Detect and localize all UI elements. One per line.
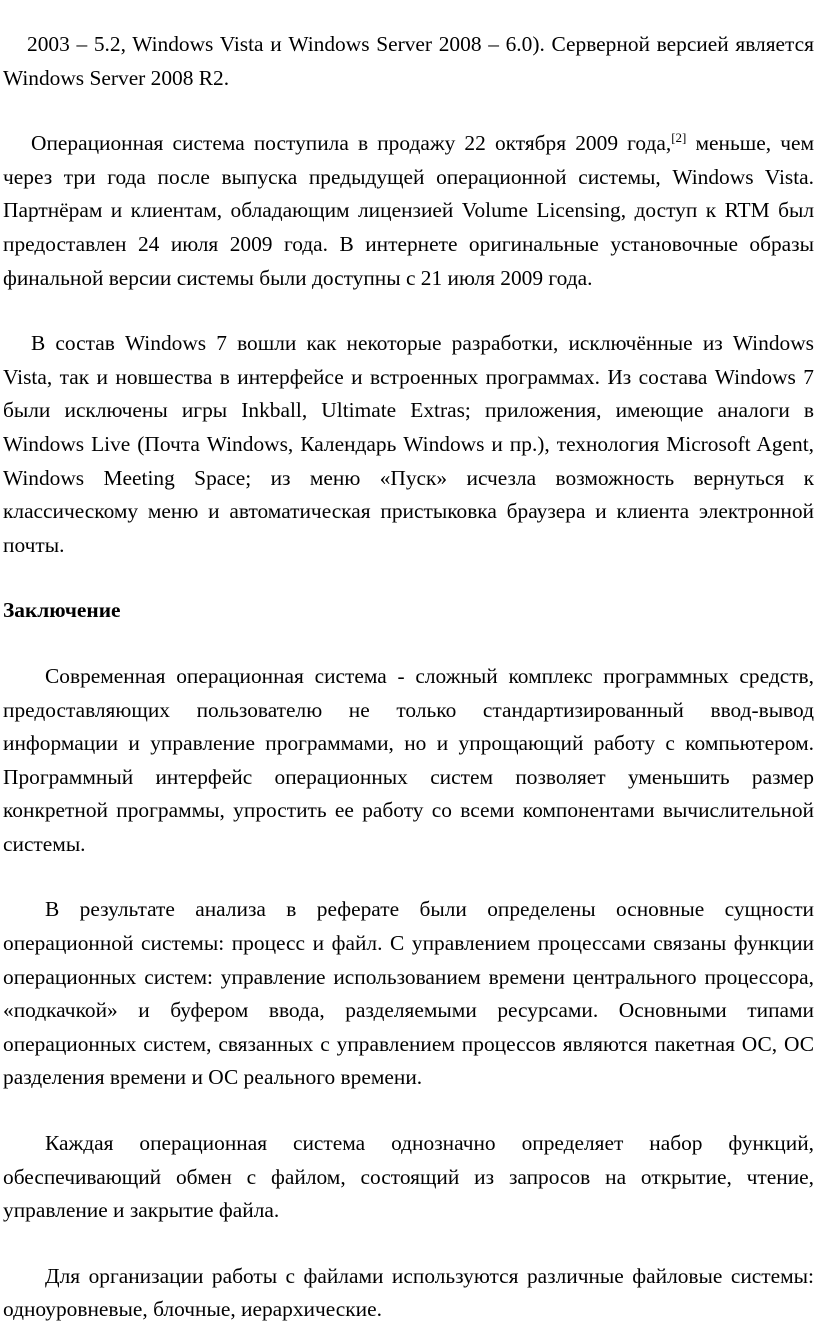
paragraph-gap — [3, 861, 814, 893]
paragraph-gap — [3, 1228, 814, 1260]
paragraph-gap — [3, 95, 814, 127]
release-text-end: меньше, чем через три года после выпуска предыдущей операционной системы, Windows Vista. Партнёрам и клиентам, обладающим лицензией Volume Licensing, доступ к RTM был предоставлен 24 июля 2009 года. В интернете оригинальные установочные образы финальной версии системы были доступны с 21 июля 2009 года. — [3, 131, 814, 290]
section-heading-conclusion: Заключение — [3, 598, 121, 623]
release-text-start: Операционная система поступила в продажу 22 октября 2009 года, — [31, 131, 672, 156]
paragraph-gap — [3, 562, 814, 594]
paragraph-release-date — [3, 127, 814, 295]
paragraph-modern-os: Современная операционная система - сложный комплекс программных средств, предоставляющих пользователю не только стандартизированный ввод-вывод информации и управление программами, но и упрощающий работу с компьютером. Программный интерфейс операционных систем позволяет уменьшить размер конкретной программы, упростить ее работу со всеми компонентами вычислительной системы. — [3, 663, 814, 856]
paragraph-windows-versions: 2003 – 5.2, Windows Vista и Windows Server 2008 – 6.0). Серверной версией является Windows Server 2008 R2. — [3, 32, 814, 90]
paragraph-gap — [3, 628, 814, 660]
paragraph-analysis-results: В результате анализа в реферате были определены основные сущности операционной системы: процесс и файл. С управлением процессами связаны функции операционных систем: управление использованием времени центрального процессора, «подкачкой» и буфером ввода, разделяемыми ресурсами. Основными типами операционных систем, связанных с управлением процессов являются пакетная ОС, ОС разделения времени и ОС реального времени. — [3, 897, 814, 1090]
paragraph-gap — [3, 1095, 814, 1127]
paragraph-gap — [3, 295, 814, 327]
paragraph-windows7-changes: В состав Windows 7 вошли как некоторые разработки, исключённые из Windows Vista, так и новшества в интерфейсе и встроенных программах. Из состава Windows 7 были исключены игры Inkball, Ultimate Extras; приложения, имеющие аналоги в Windows Live (Почта Windows, Календарь Windows и пр.), технология Microsoft Agent, Windows Meeting Space; из меню «Пуск» исчезла возможность вернуться к классическому меню и автоматическая пристыковка браузера и клиента электронной почты. — [3, 331, 814, 557]
paragraph-file-functions: Каждая операционная система однозначно определяет набор функций, обеспечивающий обмен с файлом, состоящий из запросов на открытие, чтение, управление и закрытие файла. — [3, 1131, 814, 1223]
paragraph-file-systems: Для организации работы с файлами используются различные файловые системы: одноуровневые, блочные, иерархические. — [3, 1263, 814, 1322]
reference-link[interactable]: [2] — [671, 130, 687, 146]
